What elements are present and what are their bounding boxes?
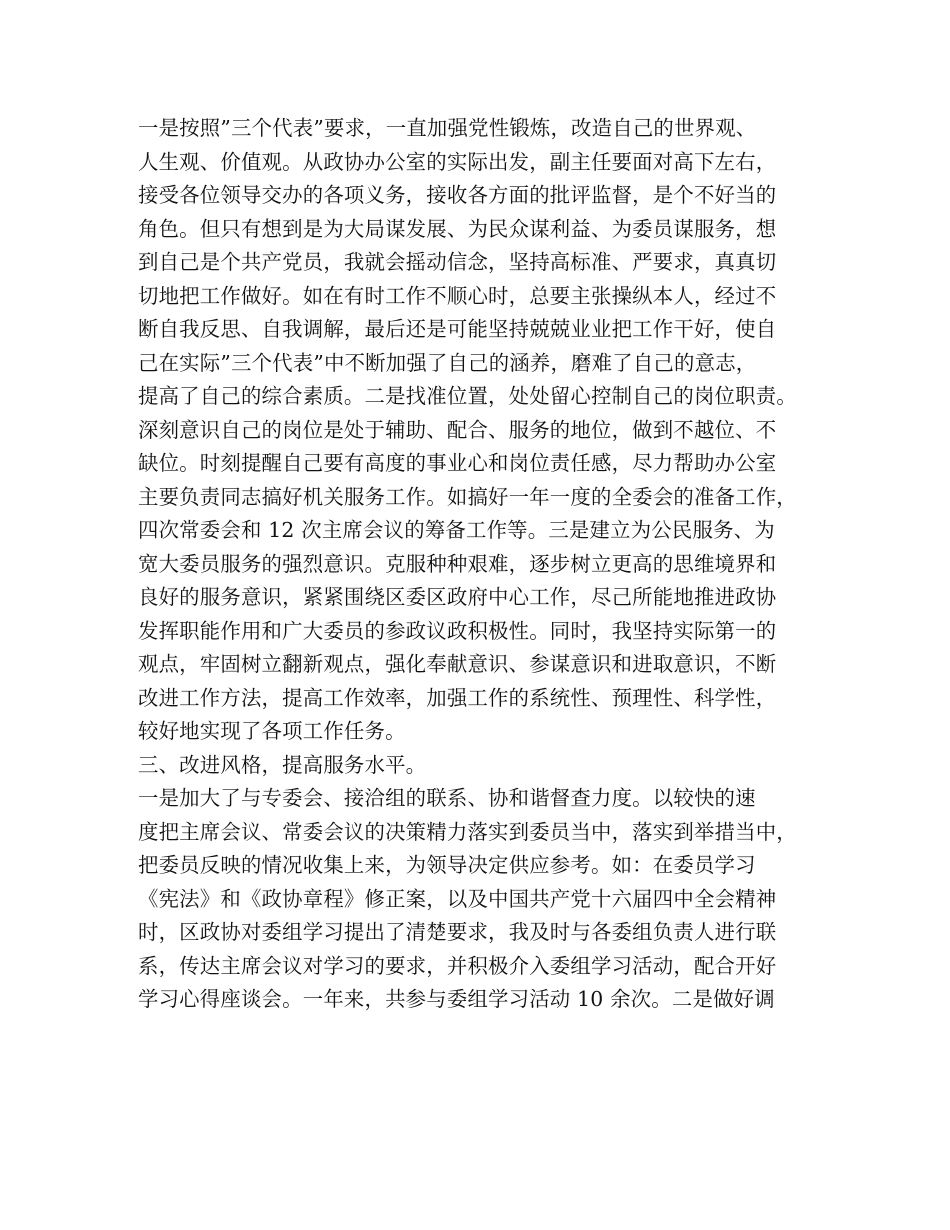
text-line: 改进工作方法，提高工作效率，加强工作的系统性、预理性、科学性， [138,685,777,710]
text-line: 较好地实现了各项工作任务。 [138,719,406,743]
text-line: 切地把工作做好。如在有时工作不顺心时，总要主张操纵本人，经过不 [138,283,777,308]
text-line: 断自我反思、自我调解，最后还是可能坚持兢兢业业把工作干好，使自 [138,317,777,341]
text-line: 四次常委会和 12 次主席会议的筹备工作等。三是建立为公民服务、为 [138,518,775,542]
text-line: 宽大委员服务的强烈意识。克服种种艰难，逐步树立更高的思维境界和 [138,551,777,576]
text-line: 深刻意识自己的岗位是处于辅助、配合、服务的地位，做到不越位、不 [138,417,777,442]
text-line: 学习心得座谈会。一年来，共参与委组学习活动 10 余次。二是做好调 [138,987,775,1011]
text-line: 人生观、价值观。从政协办公室的实际出发，副主任要面对高下左右， [138,149,777,174]
text-line: 时，区政协对委组学习提出了清楚要求，我及时与各委组负责人进行联 [138,920,777,944]
text-line: 观点，牢固树立翻新观点，强化奉献意识、参谋意识和进取意识，不断 [138,652,777,676]
text-line: 发挥职能作用和广大委员的参政议政积极性。同时，我坚持实际第一的 [138,618,777,643]
text-line: 角色。但只有想到是为大局谋发展、为民众谋利益、为委员谋服务，想 [138,216,777,241]
text-line: 接受各位领导交办的各项义务，接收各方面的批评监督，是个不好当的 [138,183,777,207]
text-line: 主要负责同志搞好机关服务工作。如搞好一年一度的全委会的准备工作， [138,484,797,509]
text-line: 己在实际”三个代表”中不断加强了自己的涵养，磨难了自己的意志， [138,350,757,375]
text-line: 度把主席会议、常委会议的决策精力落实到委员当中，落实到举措当中， [138,819,797,844]
text-line: 一是加大了与专委会、接洽组的联系、协和谐督查力度。以较快的速 [138,786,756,810]
section-heading: 三、改进风格，提高服务水平。 [138,752,427,777]
text-line: 良好的服务意识，紧紧围绕区委区政府中心工作，尽己所能地推进政协 [138,585,777,609]
text-line: 缺位。时刻提醒自己要有高度的事业心和岗位责任感，尽力帮助办公室 [138,451,777,475]
text-line: 《宪法》和《政协章程》修正案，以及中国共产党十六届四中全会精神 [138,886,777,911]
text-line: 把委员反映的情况收集上来，为领导决定供应参考。如：在委员学习 [138,853,756,877]
text-line: 一是按照”三个代表”要求，一直加强党性锻炼，改造自己的世界观、 [138,116,757,140]
text-line: 提高了自己的综合素质。二是找准位置，处处留心控制自己的岗位职责。 [138,384,797,408]
text-line: 系，传达主席会议对学习的要求，并积极介入委组学习活动，配合开好 [138,953,777,978]
text-line: 到自己是个共产党员，我就会摇动信念，坚持高标准、严要求，真真切 [138,250,777,274]
body-text [138,112,838,1017]
